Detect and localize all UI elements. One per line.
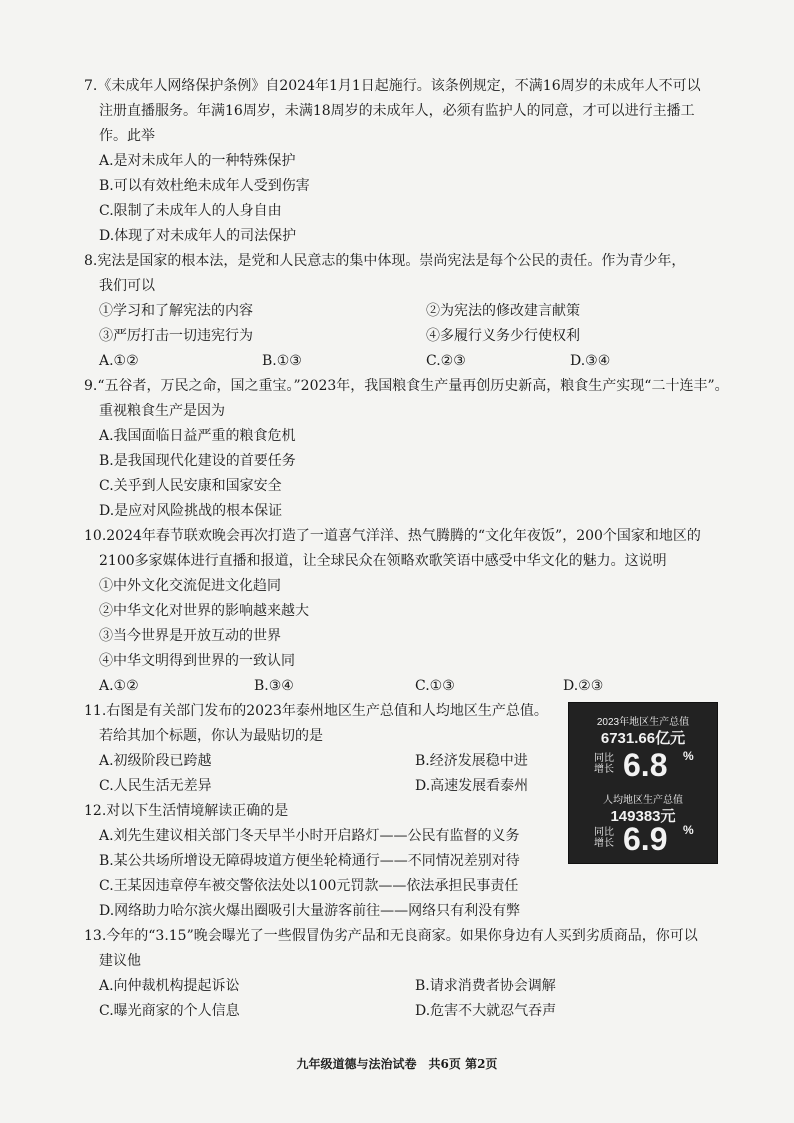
question-7-option-a: A.是对未成年人的一种特殊保护 [99, 153, 296, 169]
question-10-stem-line-1: 10.2024年春节联欢晚会再次打造了一道喜气洋洋、热气腾腾的“文化年夜饭”，200个国家和地区的 [84, 528, 701, 544]
question-13-option-c: C.曝光商家的个人信息 [99, 1003, 240, 1019]
question-8-option-c: C.②③ [426, 353, 466, 369]
question-8-item-3: ③严厉打击一切违宪行为 [99, 328, 253, 344]
question-12-option-d: D.网络助力哈尔滨火爆出圈吸引大量游客前往——网络只有利没有弊 [99, 903, 521, 919]
question-11-stem-line-2: 若给其加个标题，你认为最贴切的是 [99, 728, 323, 744]
question-9-option-c: C.关乎到人民安康和国家安全 [99, 478, 282, 494]
per-capita-value: 149383元 [610, 808, 676, 825]
question-11-stem-line-1: 11.右图是有关部门发布的2023年泰州地区生产总值和人均地区生产总值。 [84, 703, 548, 719]
question-8-stem-line-2: 我们可以 [99, 278, 155, 294]
per-capita-growth-label: 同比增长 [594, 827, 614, 849]
question-13-option-a: A.向仲裁机构提起诉讼 [99, 978, 240, 994]
question-12-option-c: C.王某因违章停车被交警依法处以100元罚款——依法承担民事责任 [99, 878, 519, 894]
question-7-option-b: B.可以有效杜绝未成年人受到伤害 [99, 178, 310, 194]
question-10-option-b: B.③④ [254, 678, 294, 694]
question-9-stem-line-1: 9.“五谷者，万民之命，国之重宝。”2023年，我国粮食生产量再创历史新高，粮食生产实现“二十连丰”。 [84, 378, 729, 394]
question-9-stem-line-2: 重视粮食生产是因为 [99, 403, 225, 419]
question-11-option-d: D.高速发展看泰州 [415, 778, 529, 794]
question-7-option-c: C.限制了未成年人的人身自由 [99, 203, 282, 219]
question-10-option-c: C.①③ [415, 678, 455, 694]
question-11-option-a: A.初级阶段已跨越 [99, 753, 212, 769]
question-8-item-1: ①学习和了解宪法的内容 [99, 303, 253, 319]
question-7-stem-line-3: 作。此举 [99, 128, 155, 144]
gdp-growth-value: 6.8 [623, 747, 668, 783]
question-12-option-b: B.某公共场所增设无障碍坡道方便坐轮椅通行——不同情况差别对待 [99, 853, 520, 869]
question-10-item-3: ③当今世界是开放互动的世界 [99, 628, 281, 644]
question-10-stem-line-2: 2100多家媒体进行直播和报道，让全球民众在领略欢歌笑语中感受中华文化的魅力。这说明 [99, 553, 667, 569]
question-13-stem-line-2: 建议他 [99, 953, 141, 969]
question-10-option-a: A.①② [99, 678, 139, 694]
question-7-stem-line-1: 7.《未成年人网络保护条例》自2024年1月1日起施行。该条例规定，不满16周岁的未成年人不可以 [84, 78, 701, 94]
gdp-growth-label: 同比增长 [594, 753, 614, 775]
per-capita-growth-value: 6.9 [623, 821, 668, 857]
question-8-option-b: B.①③ [262, 353, 302, 369]
question-8-item-2: ②为宪法的修改建言献策 [426, 303, 580, 319]
question-10-item-2: ②中华文化对世界的影响越来越大 [99, 603, 309, 619]
per-capita-growth-percent: % [683, 823, 694, 837]
question-10-option-d: D.②③ [563, 678, 604, 694]
per-capita-label: 人均地区生产总值 [603, 795, 683, 806]
question-9-option-d: D.是应对风险挑战的根本保证 [99, 503, 283, 519]
question-9-option-a: A.我国面临日益严重的粮食危机 [99, 428, 296, 444]
question-8-option-a: A.①② [99, 353, 139, 369]
gdp-value: 6731.66亿元 [600, 730, 686, 747]
question-7-stem-line-2: 注册直播服务。年满16周岁，未满18周岁的未成年人，必须有监护人的同意，才可以进行主播工 [99, 103, 695, 119]
question-11-option-c: C.人民生活无差异 [99, 778, 212, 794]
question-8-item-4: ④多履行义务少行使权利 [426, 328, 580, 344]
question-13-option-b: B.请求消费者协会调解 [415, 978, 556, 994]
question-8-stem-line-1: 8.宪法是国家的根本法，是党和人民意志的集中体现。崇尚宪法是每个公民的责任。作为青少年， [84, 253, 686, 269]
question-10-item-4: ④中华文明得到世界的一致认同 [99, 653, 295, 669]
question-9-option-b: B.是我国现代化建设的首要任务 [99, 453, 296, 469]
gdp-infographic [568, 702, 718, 864]
question-12-stem: 12.对以下生活情境解读正确的是 [84, 803, 289, 819]
page-footer: 九年级道德与法治试卷 共6页 第2页 [296, 1057, 498, 1071]
question-13-stem-line-1: 13.今年的“3.15”晚会曝光了一些假冒伪劣产品和无良商家。如果你身边有人买到劣质商品，你可以 [84, 928, 698, 944]
question-8-option-d: D.③④ [570, 353, 611, 369]
gdp-label: 2023年地区生产总值 [596, 717, 690, 728]
question-11-option-b: B.经济发展稳中进 [415, 753, 528, 769]
question-13-option-d: D.危害不大就忍气吞声 [415, 1003, 557, 1019]
question-7-option-d: D.体现了对未成年人的司法保护 [99, 228, 297, 244]
question-12-option-a: A.刘先生建议相关部门冬天早半小时开启路灯——公民有监督的义务 [99, 828, 520, 844]
gdp-growth-percent: % [683, 749, 694, 763]
question-10-item-1: ①中外文化交流促进文化趋同 [99, 578, 281, 594]
